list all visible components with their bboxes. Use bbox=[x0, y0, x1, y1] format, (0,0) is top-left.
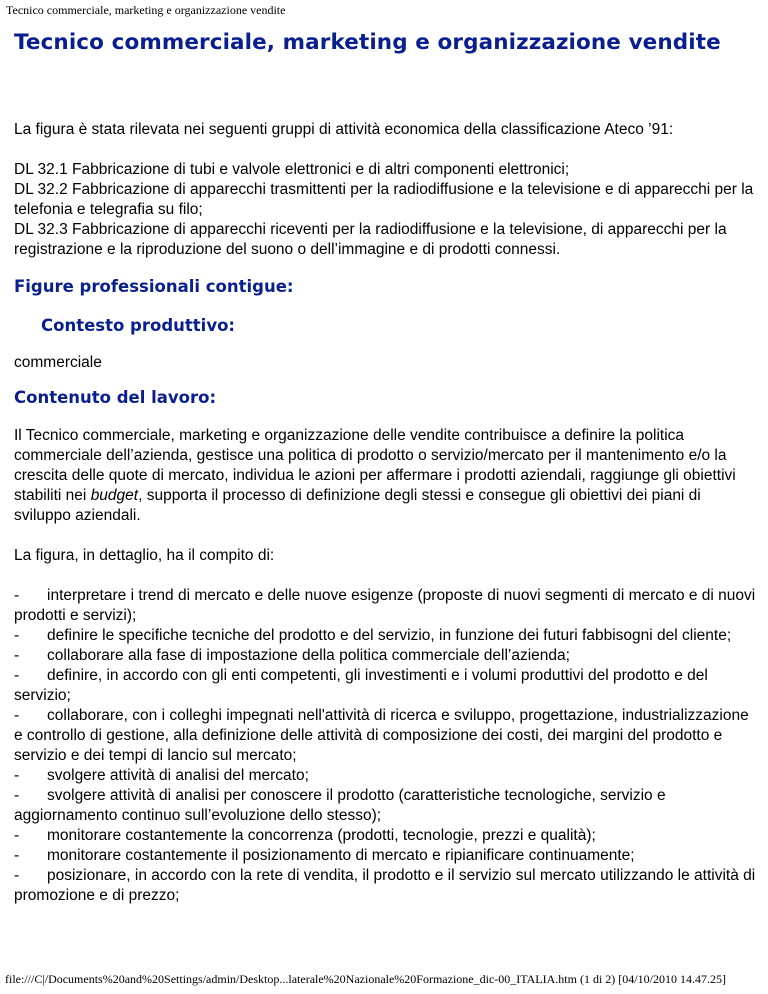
contenuto-paragraph bbox=[14, 426, 758, 526]
task-item bbox=[14, 706, 758, 766]
ateco-group-dl323: DL 32.3 Fabbricazione di apparecchi riceventi per la radiodiffusione e la televisione, di apparecchi per la registrazione e la riproduzione del suono o dell’immagine e di prodotti connessi. bbox=[14, 221, 727, 258]
dash-bullet: - bbox=[14, 627, 20, 644]
task-item bbox=[14, 646, 758, 666]
task-item bbox=[14, 626, 758, 646]
task-text: monitorare costantemente la concorrenza (prodotti, tecnologie, prezzi e qualità); bbox=[47, 827, 596, 844]
task-text: svolgere attività di analisi per conoscere il prodotto (caratteristiche tecnologiche, servizio e aggiornamento continuo sull’evoluzione dello stesso); bbox=[14, 787, 666, 824]
ateco-group-dl322: DL 32.2 Fabbricazione di apparecchi trasmittenti per la radiodiffusione e la televisione e di apparecchi per la telefonia e telegrafia su filo; bbox=[14, 181, 754, 218]
task-item bbox=[14, 666, 758, 706]
task-text: svolgere attività di analisi del mercato; bbox=[47, 767, 309, 784]
contesto-value: commerciale bbox=[14, 354, 102, 371]
intro-paragraph: La figura è stata rilevata nei seguenti gruppi di attività economica della classificazione Ateco ’91: bbox=[14, 121, 674, 138]
task-text: collaborare, con i colleghi impegnati nell'attività di ricerca e sviluppo, progettazione, industrializzazione e controllo di gestione, alla definizione delle attività di composizione dei costi, dei margini del prodotto e servizio e dei tempi di lancio sul mercato; bbox=[14, 707, 749, 764]
running-header: Tecnico commerciale, marketing e organizzazione vendite bbox=[6, 3, 286, 17]
page-title: Tecnico commerciale, marketing e organizzazione vendite bbox=[14, 30, 721, 55]
task-item bbox=[14, 766, 758, 786]
dash-bullet: - bbox=[14, 867, 20, 884]
document-body bbox=[14, 120, 758, 906]
task-text: collaborare alla fase di impostazione della politica commerciale dell’azienda; bbox=[47, 647, 570, 664]
task-item bbox=[14, 846, 758, 866]
budget-term: budget bbox=[90, 487, 139, 504]
dash-bullet: - bbox=[14, 847, 20, 864]
tasks-intro: La figura, in dettaglio, ha il compito di: bbox=[14, 547, 275, 564]
task-item bbox=[14, 586, 758, 626]
task-text: interpretare i trend di mercato e delle nuove esigenze (proposte di nuovi segmenti di mercato e di nuovi prodotti e servizi); bbox=[14, 587, 756, 624]
dash-bullet: - bbox=[14, 587, 20, 604]
task-text: definire le specifiche tecniche del prodotto e del servizio, in funzione dei futuri fabbisogni del cliente; bbox=[47, 627, 732, 644]
dash-bullet: - bbox=[14, 707, 20, 724]
ateco-group-dl321: DL 32.1 Fabbricazione di tubi e valvole elettronici e di altri componenti elettronici; bbox=[14, 161, 570, 178]
contenuto-text-a: Il Tecnico commerciale, marketing e organizzazione delle vendite contribuisce a definire la politica commerciale dell’azienda, gestisce una politica di prodotto o servizio/mercato per il mantenimento e/o la crescita delle quote di mercato, individua le azioni per affermare i prodotti aziendali, raggiunge gli obiettivi stabiliti nei bbox=[14, 427, 736, 504]
task-list bbox=[14, 586, 758, 906]
contenuto-text-b: , supporta il processo di definizione degli stessi e consegue gli obiettivi dei piani di sviluppo aziendali. bbox=[14, 487, 701, 524]
dash-bullet: - bbox=[14, 787, 20, 804]
heading-figure-contigue: Figure professionali contigue: bbox=[14, 277, 294, 296]
task-text: monitorare costantemente il posizionamento di mercato e ripianificare continuamente; bbox=[47, 847, 635, 864]
task-text: definire, in accordo con gli enti competenti, gli investimenti e i volumi produttivi del prodotto e del servizio; bbox=[14, 667, 708, 704]
dash-bullet: - bbox=[14, 827, 20, 844]
heading-contesto-produttivo: Contesto produttivo: bbox=[41, 316, 236, 335]
task-item bbox=[14, 786, 758, 826]
task-item bbox=[14, 866, 758, 906]
file-path-footer: file:///C|/Documents%20and%20Settings/admin/Desktop...laterale%20Nazionale%20Formazione_dic-00_ITALIA.htm (1 di 2) [04/10/2010 14.47.25] bbox=[5, 972, 726, 986]
dash-bullet: - bbox=[14, 667, 20, 684]
dash-bullet: - bbox=[14, 767, 20, 784]
task-item bbox=[14, 826, 758, 846]
dash-bullet: - bbox=[14, 647, 20, 664]
task-text: posizionare, in accordo con la rete di vendita, il prodotto e il servizio sul mercato utilizzando le attività di promozione e di prezzo; bbox=[14, 867, 756, 904]
heading-contenuto-lavoro: Contenuto del lavoro: bbox=[14, 388, 217, 407]
